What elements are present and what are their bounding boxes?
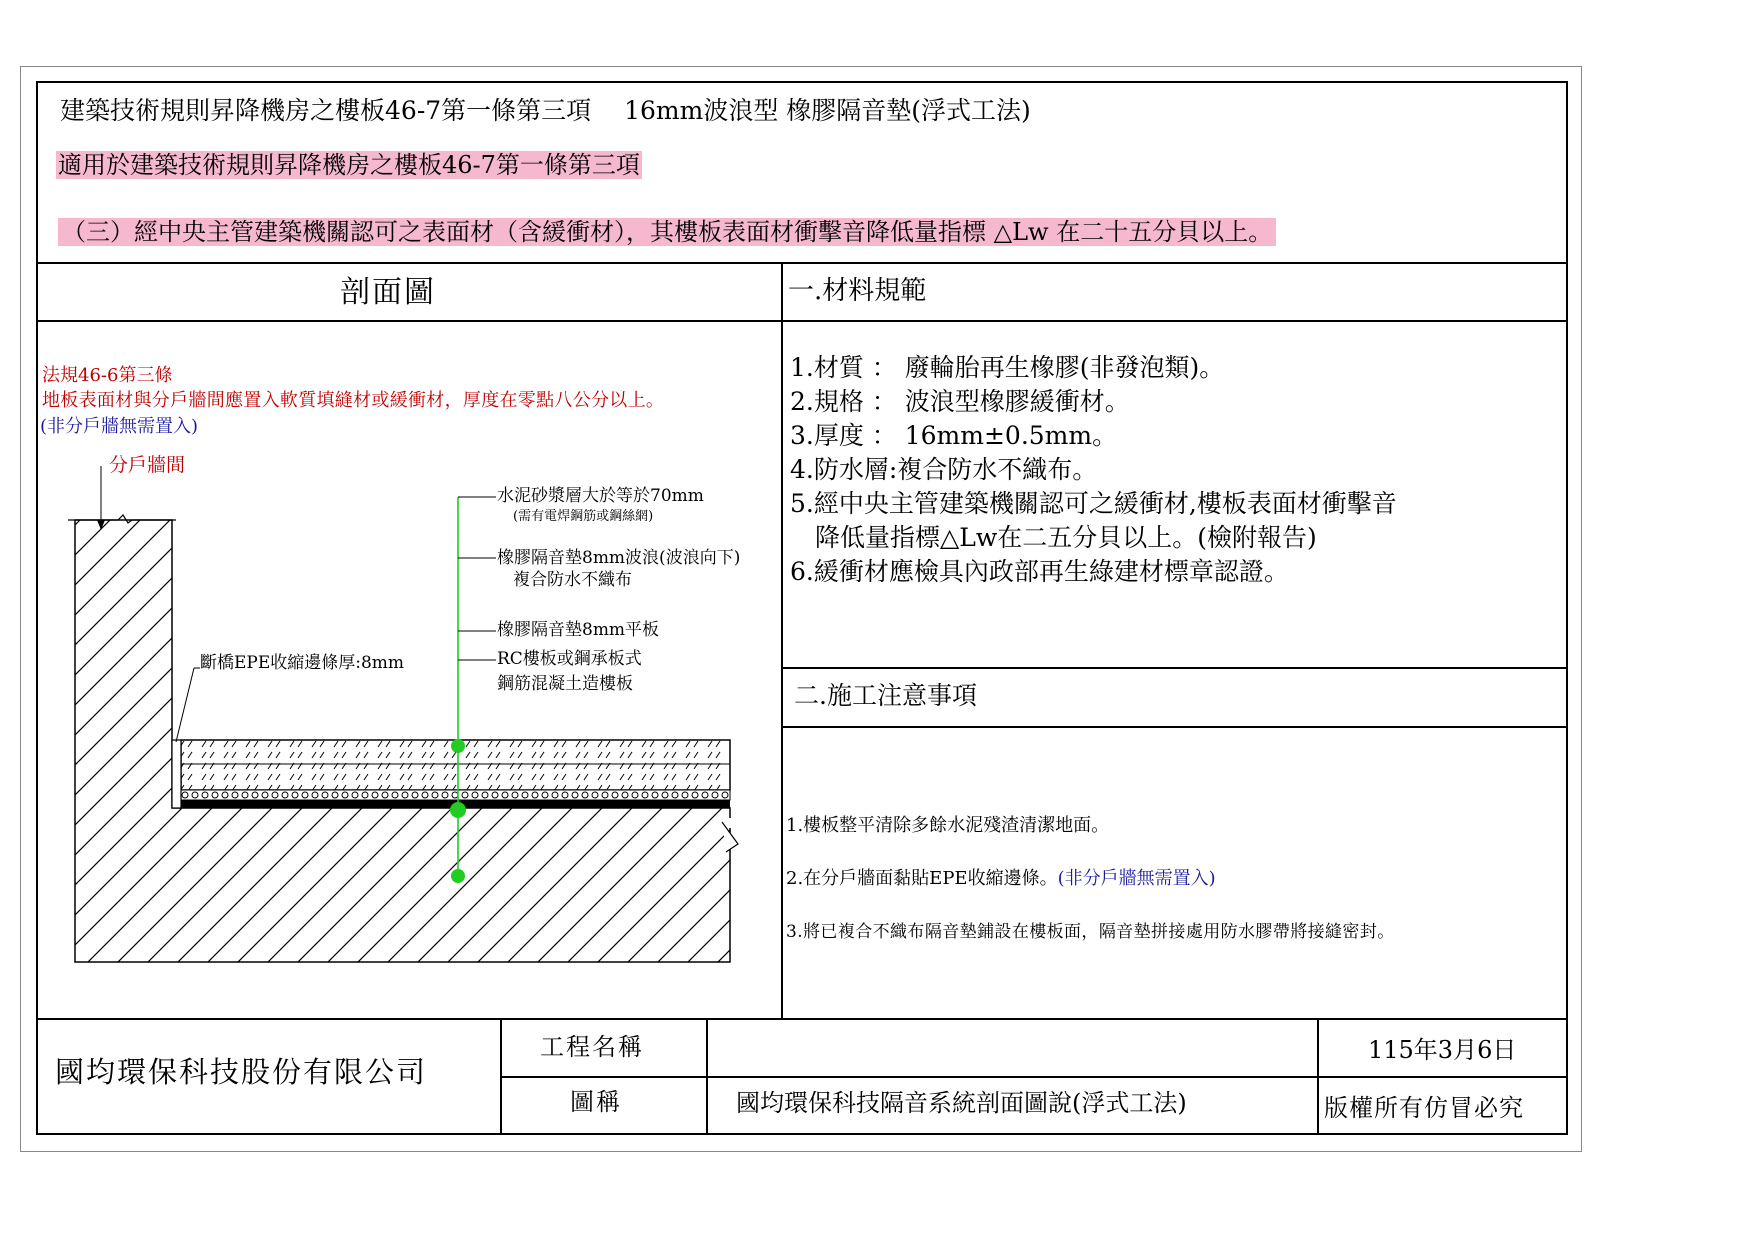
materials-item: 4.防水層:複合防水不織布。 (790, 455, 1098, 484)
materials-item: 6.緩衝材應檢具內政部再生綠建材標章認證。 (790, 557, 1289, 586)
materials-heading: 一.材料規範 (788, 276, 927, 306)
project-name-label: 工程名稱 (540, 1033, 644, 1061)
layer-label-slab: RC樓板或鋼承板式 (497, 649, 642, 669)
divider-construction-title (782, 726, 1568, 728)
construction-item-2-note: (非分戶牆無需置入) (1057, 868, 1216, 889)
construction-heading: 二.施工注意事項 (794, 681, 977, 710)
section-title: 剖面圖 (340, 275, 436, 310)
materials-item: 降低量指標△Lw在二五分貝以上。(檢附報告) (790, 523, 1317, 552)
divider-footer-v3 (1317, 1018, 1319, 1135)
highlight-applicable: 適用於建築技術規則昇降機房之樓板46-7第一條第三項 (58, 151, 640, 179)
divider-footer (36, 1018, 1568, 1020)
leader-dot (451, 869, 465, 883)
layer-label-mortar-sub: (需有電焊鋼筋或鋼絲網) (513, 509, 654, 524)
construction-item-3: 3.將已複合不織布隔音墊鋪設在樓板面，隔音墊拼接處用防水膠帶將接縫密封。 (786, 922, 1395, 942)
epe-strip-label: 斷橋EPE收縮邊條厚:8mm (200, 653, 405, 673)
leader-dot (450, 802, 466, 818)
materials-item: 2.規格 ： 波浪型橡膠緩衝材。 (790, 387, 1130, 416)
regulation-note-exception: (非分戶牆無需置入) (40, 416, 199, 437)
highlight-regulation: （三）經中央主管建築機關認可之表面材（含緩衝材），其樓板表面材衝擊音降低量指標 △Lw 在二十五分貝以上。 (58, 218, 1276, 246)
regulation-note-body: 地板表面材與分戶牆間應置入軟質填縫材或緩衝材，厚度在零點八公分以上。 (42, 390, 665, 411)
date: 115年3月6日 (1368, 1036, 1517, 1064)
drawing-name-value: 國均環保科技隔音系統剖面圖說(浮式工法) (736, 1089, 1187, 1117)
divider-footer-v1 (500, 1018, 502, 1135)
divider-footer-mid (500, 1076, 1568, 1078)
header-title: 建築技術規則昇降機房之樓板46-7第一條第三項 16mm波浪型 橡膠隔音墊(浮式工法) (60, 96, 1031, 125)
materials-item: 1.材質 ： 廢輪胎再生橡膠(非發泡類)。 (790, 353, 1225, 382)
leader-dot (451, 739, 465, 753)
materials-item: 5.經中央主管建築機關認可之緩衝材,樓板表面材衝擊音 (790, 489, 1397, 518)
wall-label: 分戶牆間 (109, 454, 186, 476)
section-drawing (0, 0, 782, 1018)
epe-strip (172, 740, 181, 808)
construction-item-2-row (786, 870, 1216, 888)
divider-footer-v2 (706, 1018, 708, 1135)
regulation-note-title: 法規46-6第三條 (42, 365, 173, 386)
drawing-name-label: 圖稱 (570, 1088, 622, 1116)
layer-label-mortar: 水泥砂漿層大於等於70mm (497, 486, 704, 506)
layer-label-flat-pad: 橡膠隔音墊8mm平板 (497, 620, 660, 640)
epe-leader (176, 668, 194, 742)
layer-label-slab-sub: 鋼筋混凝土造樓板 (497, 674, 633, 694)
materials-item: 3.厚度 ： 16mm±0.5mm。 (790, 421, 1118, 450)
construction-item-1: 1.樓板整平清除多餘水泥殘渣清潔地面。 (786, 815, 1110, 836)
copyright-notice: 版權所有仿冒必究 (1324, 1094, 1524, 1122)
layer-label-wave-pad-sub: 複合防水不織布 (513, 570, 632, 590)
layer-label-wave-pad: 橡膠隔音墊8mm波浪(波浪向下) (497, 548, 741, 568)
divider-materials (782, 667, 1568, 669)
construction-item-2: 2.在分戶牆面黏貼EPE收縮邊條。 (786, 868, 1058, 889)
company-name: 國均環保科技股份有限公司 (55, 1055, 428, 1089)
